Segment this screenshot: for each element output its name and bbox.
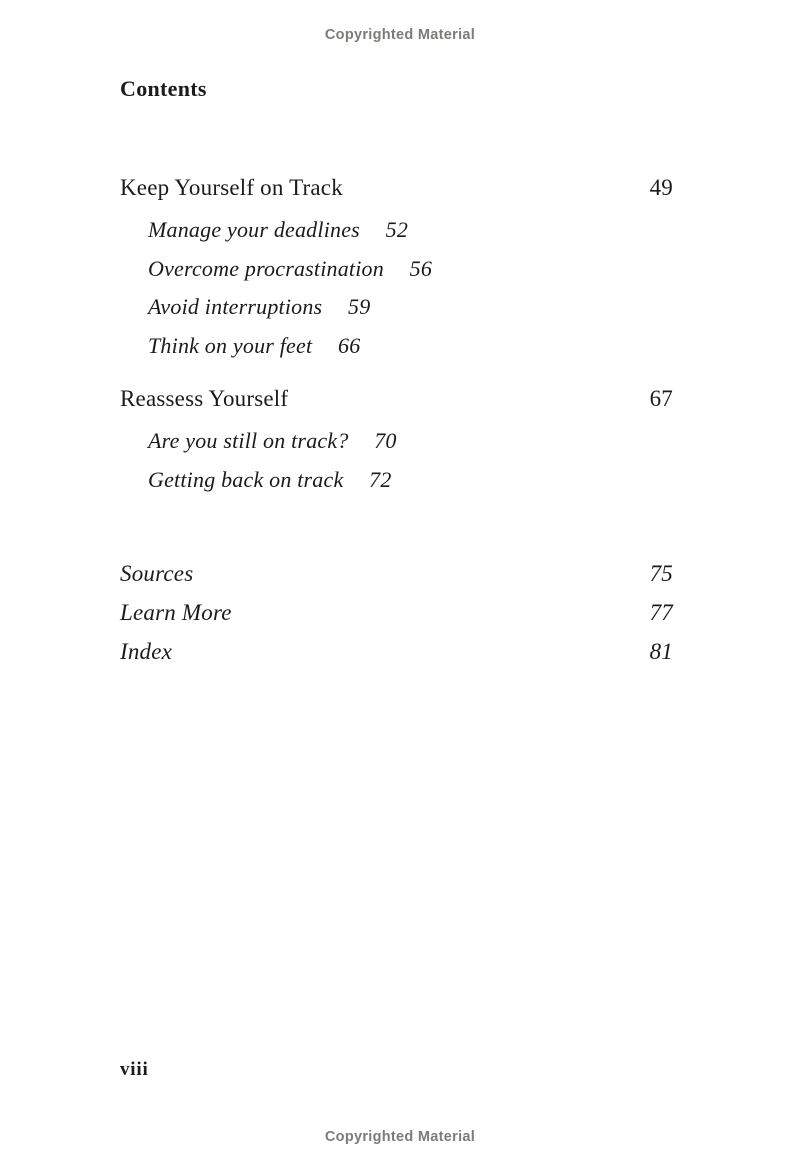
entry-page-number: 70: [374, 428, 397, 453]
back-matter-list: [120, 554, 673, 671]
chapter-title: Reassess Yourself: [120, 386, 289, 411]
back-matter-title: Index: [120, 639, 173, 664]
toc-entry: [148, 327, 673, 366]
entry-title: Are you still on track?: [148, 428, 349, 453]
contents-column: [120, 76, 673, 671]
entry-page-number: 59: [348, 294, 371, 319]
entry-page-number: 72: [369, 466, 392, 492]
back-matter-title: Sources: [120, 561, 194, 586]
toc-entry: [148, 250, 673, 289]
entry-title: Manage your deadlines: [148, 217, 360, 242]
back-matter-entry: [120, 632, 673, 671]
back-matter-title: Learn More: [120, 600, 232, 625]
chapter-page-number: 67: [649, 386, 673, 411]
toc-chapter: [120, 382, 673, 499]
page-number-folio: viii: [120, 1059, 149, 1080]
toc-entry: [148, 288, 673, 327]
chapter-head-row: [120, 382, 673, 416]
chapter-entry-list: [148, 422, 673, 499]
toc-entry: [148, 211, 673, 250]
entry-title: Getting back on track: [148, 466, 344, 492]
entry-title: Avoid interruptions: [148, 294, 323, 319]
back-matter-page-number: 75: [649, 561, 673, 586]
chapter-title: Keep Yourself on Track: [120, 175, 343, 200]
chapter-page-number: 49: [649, 175, 673, 200]
entry-page-number: 66: [338, 332, 361, 358]
toc-chapter: [120, 171, 673, 365]
back-matter-entry: [120, 593, 673, 632]
entry-page-number: 56: [409, 255, 433, 281]
back-matter-page-number: 81: [649, 639, 673, 664]
toc-chapter-list: [120, 171, 673, 499]
toc-entry: [148, 461, 673, 500]
entry-title: Think on your feet: [148, 332, 313, 358]
back-matter-page-number: 77: [649, 600, 673, 625]
chapter-head-row: [120, 171, 673, 205]
chapter-entry-list: [148, 211, 673, 365]
back-matter-entry: [120, 554, 673, 593]
page-title: Contents: [120, 76, 207, 101]
toc-entry: [148, 422, 673, 461]
copyright-banner-bottom: Copyrighted Material: [324, 1129, 476, 1145]
copyright-banner-top: Copyrighted Material: [324, 27, 476, 43]
entry-title: Overcome procrastination: [148, 255, 384, 281]
entry-page-number: 52: [385, 217, 409, 242]
